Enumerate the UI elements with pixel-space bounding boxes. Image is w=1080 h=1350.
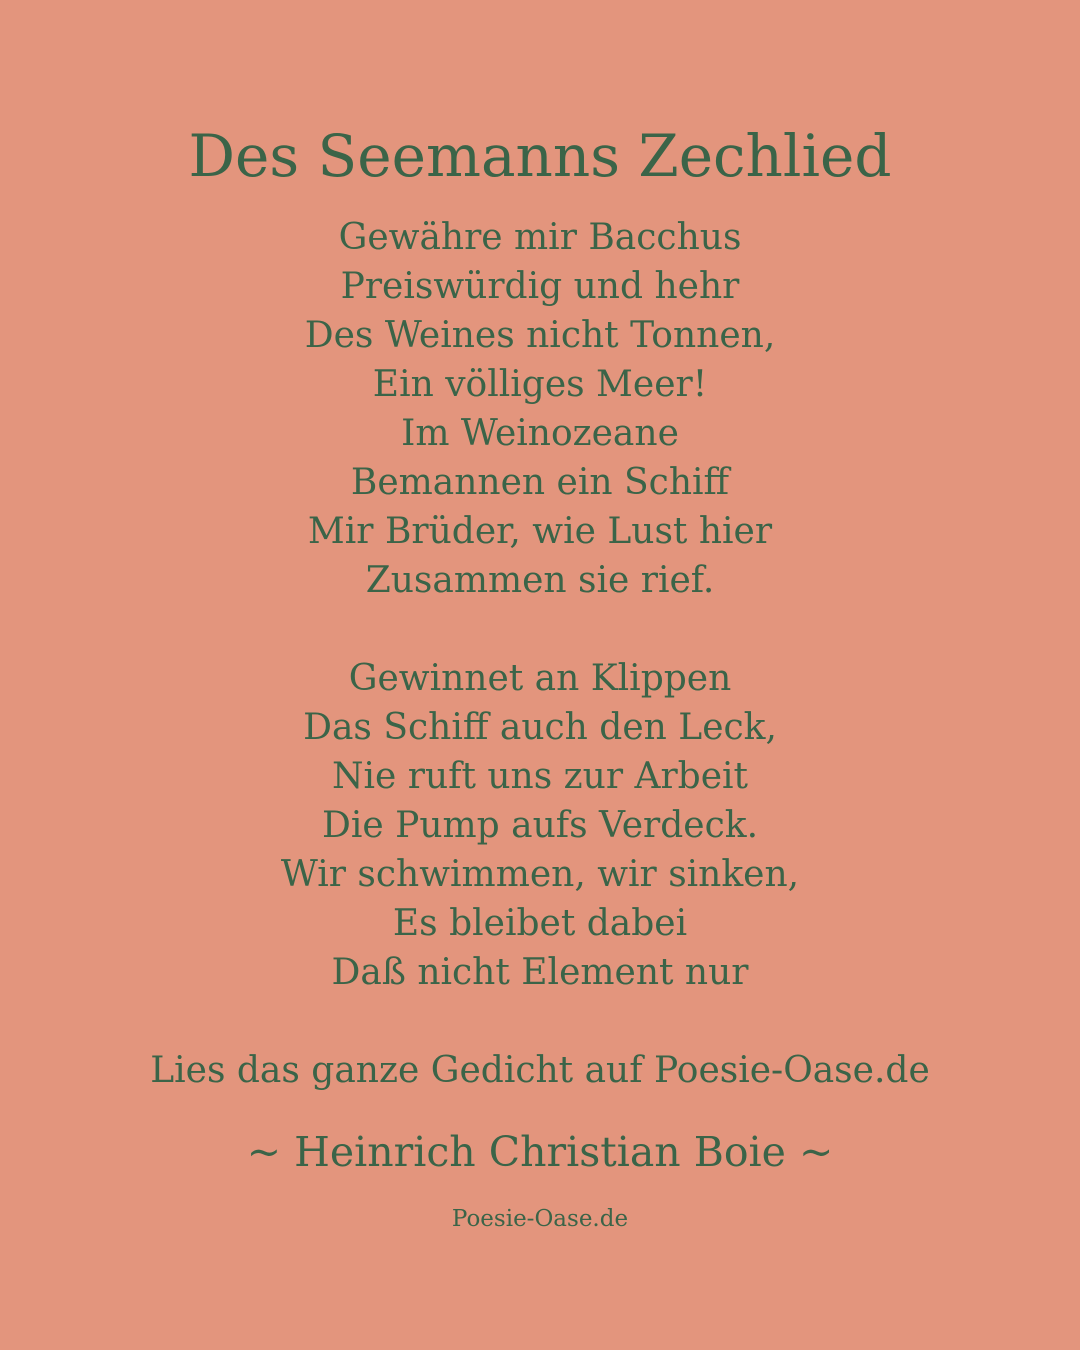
poem-line: Die Pump aufs Verdeck.: [321, 805, 759, 846]
poem-line: Das Schiff auch den Leck,: [303, 707, 777, 748]
site-watermark: Poesie-Oase.de: [451, 1206, 629, 1232]
poem-title: Des Seemanns Zechlied: [188, 122, 892, 190]
poem-line: Mir Brüder, wie Lust hier: [307, 511, 773, 552]
poem-line: Es bleibet dabei: [392, 903, 688, 944]
stanza-2: [0, 654, 1080, 997]
read-full-poem-text: Lies das ganze Gedicht auf Poesie-Oase.de: [150, 1050, 930, 1091]
poem-line: Gewähre mir Bacchus: [338, 217, 742, 258]
poem-line: Nie ruft uns zur Arbeit: [331, 756, 749, 797]
poem-line: Bemannen ein Schiff: [350, 462, 730, 503]
poem-line: Ein völliges Meer!: [372, 364, 708, 405]
stanza-1: [0, 213, 1080, 605]
poem-line: Daß nicht Element nur: [331, 952, 749, 993]
poem-author: ~ Heinrich Christian Boie ~: [246, 1128, 834, 1176]
poem-line: Im Weinozeane: [401, 413, 679, 454]
poem-line: Gewinnet an Klippen: [348, 658, 732, 699]
poem-line: Wir schwimmen, wir sinken,: [280, 854, 800, 895]
poem-line: Zusammen sie rief.: [365, 560, 715, 601]
poem-line: Des Weines nicht Tonnen,: [304, 315, 776, 356]
poem-line: Preiswürdig und hehr: [340, 266, 740, 307]
